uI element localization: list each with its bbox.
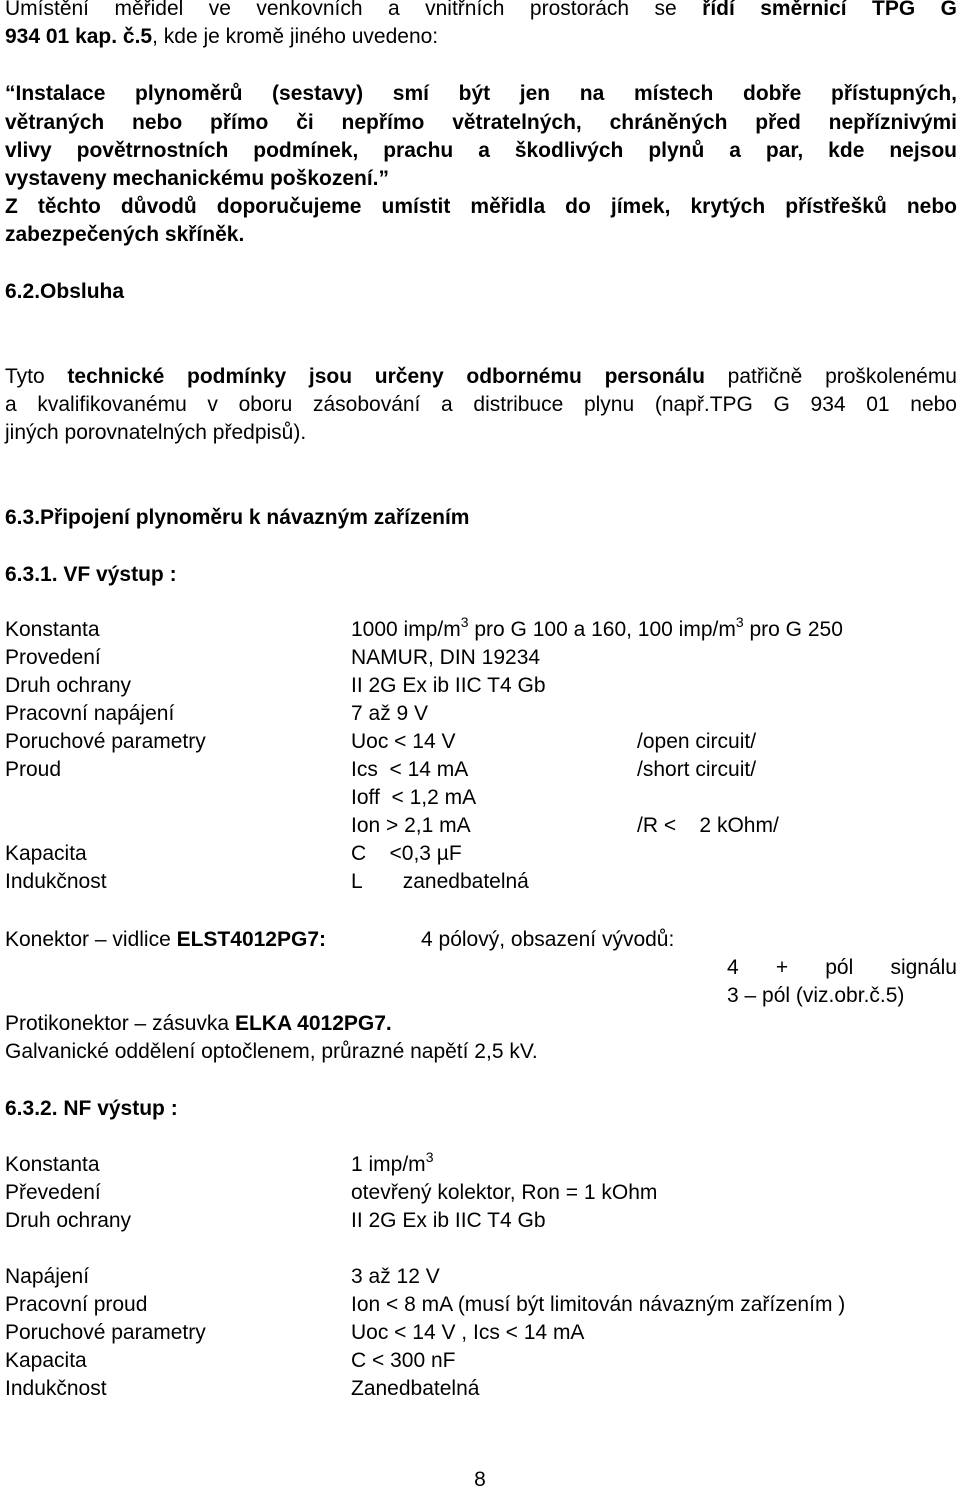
param-note: /R < 2 kOhm/ xyxy=(637,814,779,837)
param-note: /short circuit/ xyxy=(637,758,757,781)
section-heading-6-3-1: 6.3.1. VF výstup : xyxy=(5,563,177,586)
param-value: II 2G Ex ib IIC T4 Gb xyxy=(351,674,546,697)
param-value: Uoc < 14 V xyxy=(351,730,456,753)
param-label: Konstanta xyxy=(5,1153,100,1176)
section-62-line-1 xyxy=(5,363,957,391)
param-label: Druh ochrany xyxy=(5,1209,132,1232)
connector-line xyxy=(5,926,326,954)
param-label: Poruchové parametry xyxy=(5,730,206,753)
intro-bold-text: řídí směrnicí TPG G xyxy=(702,0,957,20)
param-value: NAMUR, DIN 19234 xyxy=(351,646,541,669)
intro-line-2 xyxy=(5,23,438,51)
intro-text: Umístění měřidel ve venkovních a vnitřních prostorách se xyxy=(5,0,703,20)
param-value xyxy=(351,616,843,645)
text: Protikonektor – zásuvka xyxy=(5,1012,235,1035)
value-text: 1000 imp/m xyxy=(351,618,461,641)
bold-text: technické podmínky jsou určeny odbornému personálu xyxy=(67,365,705,388)
quote-line: vlivy povětrnostních podmínek, prachu a škodlivých plynů a par, kde nejsou xyxy=(5,139,957,162)
quote-line: Z těchto důvodů doporučujeme umístit měřidla do jímek, krytých přístřešků nebo xyxy=(5,195,957,218)
quote-line: zabezpečených skříněk. xyxy=(5,223,245,246)
param-value: otevřený kolektor, Ron = 1 kOhm xyxy=(351,1181,658,1204)
param-value: C <0,3 µF xyxy=(351,842,462,865)
section-62-line-2: a kvalifikovanému v oboru zásobování a distribuce plynu (např.TPG G 934 01 nebo xyxy=(5,393,957,416)
quote-line: vystaveny mechanickému poškození.” xyxy=(5,167,389,190)
param-value: II 2G Ex ib IIC T4 Gb xyxy=(351,1209,546,1232)
text: Konektor – vidlice xyxy=(5,928,177,951)
superscript: 3 xyxy=(735,614,744,630)
text: patřičně proškolenému xyxy=(704,365,957,388)
text: Tyto xyxy=(5,365,68,388)
param-label: Poruchové parametry xyxy=(5,1321,206,1344)
param-value xyxy=(351,1151,433,1180)
superscript: 3 xyxy=(460,614,469,630)
quote-line: “Instalace plynoměrů (sestavy) smí být jen na místech dobře přístupných, xyxy=(5,82,957,105)
param-value: Ion < 8 mA (musí být limitován návazným zařízením ) xyxy=(351,1293,846,1316)
param-label: Indukčnost xyxy=(5,870,107,893)
counter-connector-line xyxy=(5,1010,392,1038)
bold-text: ELKA 4012PG7. xyxy=(234,1012,392,1035)
param-value: C < 300 nF xyxy=(351,1349,456,1372)
param-label: Indukčnost xyxy=(5,1377,107,1400)
section-62-line-3: jiných porovnatelných předpisů). xyxy=(5,421,307,444)
page-number: 8 xyxy=(474,1468,486,1491)
param-label: Druh ochrany xyxy=(5,674,132,697)
param-label: Pracovní proud xyxy=(5,1293,148,1316)
bold-text: ELST4012PG7: xyxy=(176,928,326,951)
section-heading-6-2: 6.2.Obsluha xyxy=(5,280,125,303)
param-value: 3 až 12 V xyxy=(351,1265,440,1288)
intro-bold-text: 934 01 kap. č.5 xyxy=(5,25,153,48)
param-value: Ion > 2,1 mA xyxy=(351,814,471,837)
param-label: Proud xyxy=(5,758,62,781)
galvanic-line: Galvanické oddělení optočlenem, průrazné napětí 2,5 kV. xyxy=(5,1040,538,1063)
section-heading-6-3-2: 6.3.2. NF výstup : xyxy=(5,1097,178,1120)
param-value: 7 až 9 V xyxy=(351,702,429,725)
quote-line: větraných nebo přímo či nepřímo větratelných, chráněných před nepříznivými xyxy=(5,111,957,134)
param-label: Pracovní napájení xyxy=(5,702,175,725)
param-label: Kapacita xyxy=(5,842,87,865)
connector-desc: 4 pólový, obsazení vývodů: xyxy=(421,928,675,951)
intro-line-1 xyxy=(5,0,957,23)
param-value: Uoc < 14 V , Ics < 14 mA xyxy=(351,1321,585,1344)
param-note: /open circuit/ xyxy=(637,730,757,753)
param-label: Kapacita xyxy=(5,1349,87,1372)
param-label: Provedení xyxy=(5,646,101,669)
intro-text: , kde je kromě jiného uvedeno: xyxy=(152,25,439,48)
param-label: Konstanta xyxy=(5,618,100,641)
value-text: pro G 100 a 160, 100 imp/m xyxy=(468,618,736,641)
section-heading-6-3: 6.3.Připojení plynoměru k návazným zařízením xyxy=(5,506,470,529)
param-value: Ioff < 1,2 mA xyxy=(351,786,477,809)
param-value: Ics < 14 mA xyxy=(351,758,469,781)
pin-line: 3 – pól (viz.obr.č.5) xyxy=(727,984,905,1007)
param-value: Zanedbatelná xyxy=(351,1377,480,1400)
superscript: 3 xyxy=(425,1149,434,1165)
param-label: Napájení xyxy=(5,1265,90,1288)
param-value: L zanedbatelná xyxy=(351,870,529,893)
value-text: 1 imp/m xyxy=(351,1153,426,1176)
value-text: pro G 250 xyxy=(743,618,843,641)
pin-line: 4 + pól signálu xyxy=(727,956,957,979)
param-label: Převedení xyxy=(5,1181,101,1204)
